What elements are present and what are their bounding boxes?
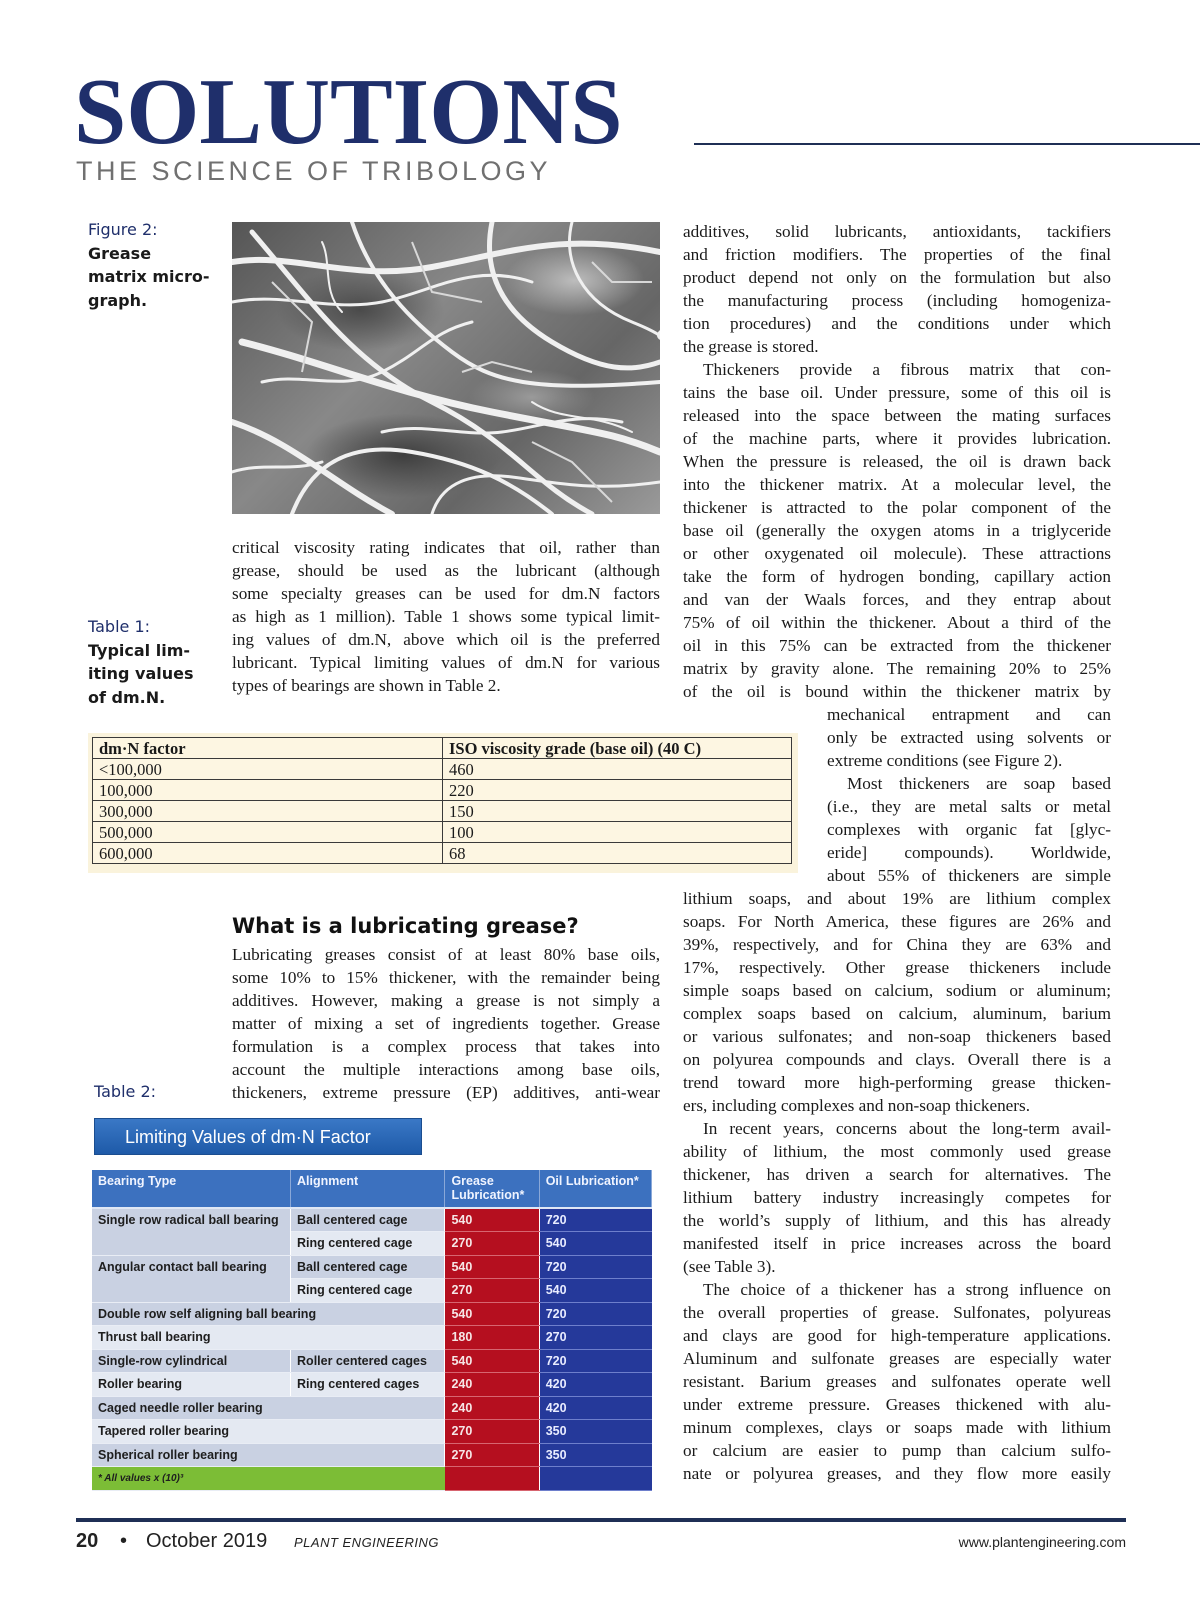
table-1-caption-line: iting values — [88, 664, 194, 683]
table-cell: 150 — [443, 801, 792, 822]
text-line: some specialty greases can be used for dm.N factors — [232, 584, 660, 603]
table-footnote-row — [92, 1467, 652, 1491]
masthead-title: SOLUTIONS — [74, 60, 623, 164]
text-line: or various sulfonates; and non-soap thickeners based — [683, 1027, 1111, 1046]
text-line: base oil (generally the oxygen atoms in a triglyceride — [683, 521, 1111, 540]
bearing-type-cell: Single-row cylindrical — [92, 1349, 291, 1373]
text-line: lithium battery industry increasingly competes for — [683, 1188, 1111, 1207]
text-line: trend toward more high-performing grease thicken- — [683, 1073, 1111, 1092]
text-line: of the oil is bound within the thickener matrix by — [683, 682, 1111, 701]
footer-rule — [76, 1518, 1126, 1522]
table-cell: 500,000 — [93, 822, 443, 843]
text-line: on polyurea compounds and clays. Overall there is a — [683, 1050, 1111, 1069]
text-line: grease, should be used as the lubricant (although — [232, 561, 660, 580]
table-row — [92, 1373, 652, 1397]
figure-2-caption-line: Grease — [88, 243, 152, 263]
table-row — [93, 822, 792, 843]
right-column-upper — [683, 220, 1111, 703]
text-line: about 55% of thickeners are simple — [827, 866, 1111, 885]
masthead-subtitle: THE SCIENCE OF TRIBOLOGY — [76, 156, 552, 186]
text-line: additives, solid lubricants, antioxidants, tackifiers — [683, 222, 1111, 241]
oil-value-cell: 540 — [539, 1232, 651, 1256]
table-row — [92, 1420, 652, 1444]
table-cell: 100,000 — [93, 780, 443, 801]
text-line: Most thickeners are soap based — [847, 774, 1111, 793]
table-1-caption-line: of dm.N. — [88, 687, 166, 707]
alignment-cell: Ring centered cage — [291, 1279, 445, 1303]
alignment-cell: Ring centered cage — [291, 1232, 445, 1256]
oil-value-cell: 720 — [539, 1255, 651, 1279]
grease-value-cell: 240 — [445, 1373, 539, 1397]
bearing-type-cell: Tapered roller bearing — [92, 1420, 445, 1444]
oil-value-cell: 350 — [539, 1443, 651, 1467]
alignment-cell: Roller centered cages — [291, 1349, 445, 1373]
table-2 — [92, 1170, 652, 1491]
table-2-caption — [94, 1080, 156, 1104]
bearing-type-cell: Spherical roller bearing — [92, 1443, 445, 1467]
text-line: The choice of a thickener has a strong influence on — [703, 1280, 1111, 1299]
text-line: and clays are good for high-temperature applications. — [683, 1326, 1111, 1345]
text-line: simple soaps based on calcium, sodium or aluminum; — [683, 981, 1111, 1000]
text-line: and van der Waals forces, and they entrap about — [683, 590, 1111, 609]
figure-2-caption-line: matrix micro- — [88, 267, 210, 286]
text-line: or other oxygenated oil molecule). These attractions — [683, 544, 1111, 563]
table-row — [92, 1326, 652, 1350]
grease-value-cell: 270 — [445, 1443, 539, 1467]
text-line: Thickeners provide a fibrous matrix that con- — [703, 360, 1111, 379]
issue-date: October 2019 — [146, 1530, 268, 1552]
table-2-label: Table 2: — [94, 1082, 157, 1101]
text-line: thickener is attracted to the polar component of the — [683, 498, 1111, 517]
left-column-paragraph-1 — [232, 536, 660, 697]
table-row — [93, 801, 792, 822]
grease-value-cell: 270 — [445, 1232, 539, 1256]
section-heading: What is a lubricating grease? — [232, 914, 579, 938]
table-1-caption-line: Typical lim- — [88, 640, 190, 660]
text-line: lithium soaps, and about 19% are lithium complex — [683, 889, 1111, 908]
text-line: critical viscosity rating indicates that oil, rather than — [232, 538, 660, 557]
table-cell: 460 — [443, 759, 792, 780]
grease-value-cell: 540 — [445, 1255, 539, 1279]
text-line: eride] compounds). Worldwide, — [827, 843, 1111, 862]
table-header-row — [92, 1170, 652, 1208]
column-header-alignment: Alignment — [291, 1170, 445, 1208]
text-line: as high as 1 million). Table 1 shows some typical limit- — [232, 607, 660, 626]
bearing-type-cell: Caged needle roller bearing — [92, 1396, 445, 1420]
oil-value-cell: 720 — [539, 1208, 651, 1232]
table-1-label: Table 1: — [88, 617, 151, 636]
table-1-caption — [88, 615, 194, 709]
table-1 — [88, 733, 798, 873]
text-line: additives. However, making a grease is not simply a — [232, 991, 660, 1010]
table-row — [93, 843, 792, 864]
text-line: (see Table 3). — [683, 1257, 776, 1276]
text-line: account the multiple interactions among base oils, — [232, 1060, 660, 1079]
oil-value-cell: 420 — [539, 1373, 651, 1397]
text-line: thickeners, extreme pressure (EP) additives, anti-wear — [232, 1083, 660, 1102]
text-line: ability of lithium, the most commonly used grease — [683, 1142, 1111, 1161]
text-line: When the pressure is released, the oil is drawn back — [683, 452, 1111, 471]
figure-2-caption — [88, 218, 210, 312]
column-header: ISO viscosity grade (base oil) (40 C) — [443, 738, 792, 759]
text-line: the grease is stored. — [683, 337, 819, 356]
grease-value-cell: 180 — [445, 1326, 539, 1350]
text-line: extreme conditions (see Figure 2). — [827, 751, 1063, 770]
text-line: the overall properties of grease. Sulfonates, polyureas — [683, 1303, 1111, 1322]
table-cell: 220 — [443, 780, 792, 801]
bearing-type-cell: Angular contact ball bearing — [92, 1255, 291, 1302]
text-line: the manufacturing process (including homogeniza- — [683, 291, 1111, 310]
figure-2-caption-line: graph. — [88, 290, 148, 310]
text-line: complexes with organic fat [glyc- — [827, 820, 1111, 839]
table-row — [92, 1349, 652, 1373]
text-line: lubricant. Typical limiting values of dm.N for various — [232, 653, 660, 672]
text-line: mechanical entrapment and can — [827, 705, 1111, 724]
text-line: only be extracted using solvents or — [827, 728, 1111, 747]
dmn-viscosity-table — [92, 737, 792, 864]
text-line: soaps. For North America, these figures are 26% and — [683, 912, 1111, 931]
publication-name: PLANT ENGINEERING — [294, 1535, 440, 1550]
column-header-oil: Oil Lubrication* — [539, 1170, 651, 1208]
alignment-cell: Ball centered cage — [291, 1208, 445, 1232]
text-line: (i.e., they are metal salts or metal — [827, 797, 1111, 816]
table-cell: 100 — [443, 822, 792, 843]
grease-empty-cell — [445, 1467, 539, 1491]
text-line: and friction modifiers. The properties of the final — [683, 245, 1111, 264]
oil-value-cell: 350 — [539, 1420, 651, 1444]
masthead-rule — [694, 143, 1200, 145]
text-line: into the thickener matrix. At a molecular level, the — [683, 475, 1111, 494]
text-line: Lubricating greases consist of at least 80% base oils, — [232, 945, 660, 964]
oil-value-cell: 540 — [539, 1279, 651, 1303]
oil-empty-cell — [539, 1467, 651, 1491]
text-line: product depend not only on the formulation but also — [683, 268, 1111, 287]
text-line: tains the base oil. Under pressure, some of this oil is — [683, 383, 1111, 402]
table-row — [92, 1302, 652, 1326]
oil-value-cell: 720 — [539, 1302, 651, 1326]
bearing-type-cell: Single row radical ball bearing — [92, 1208, 291, 1255]
grease-micrograph-image — [232, 222, 660, 514]
text-line: of the machine parts, where it provides lubrication. — [683, 429, 1111, 448]
table-footnote: * All values x (10)³ — [92, 1467, 445, 1491]
text-line: some 10% to 15% thickener, with the remainder being — [232, 968, 660, 987]
column-header: dm·N factor — [93, 738, 443, 759]
text-line: In recent years, concerns about the long-term avail- — [703, 1119, 1111, 1138]
text-line: 17%, respectively. Other grease thickeners include — [683, 958, 1111, 977]
text-line: oil in this 75% can be extracted from the thickener — [683, 636, 1111, 655]
text-line: matter of mixing a set of ingredients together. Grease — [232, 1014, 660, 1033]
grease-value-cell: 540 — [445, 1208, 539, 1232]
text-line: released into the space between the mating surfaces — [683, 406, 1111, 425]
text-line: ers, including complexes and non-soap thickeners. — [683, 1096, 1030, 1115]
table-cell: 68 — [443, 843, 792, 864]
bearing-type-cell: Roller bearing — [92, 1373, 291, 1397]
alignment-cell: Ball centered cage — [291, 1255, 445, 1279]
text-line: tion procedures) and the conditions under which — [683, 314, 1111, 333]
table-cell: <100,000 — [93, 759, 443, 780]
text-line: thickener, has driven a search for alternatives. The — [683, 1165, 1111, 1184]
right-column-narrow — [827, 703, 1111, 887]
text-line: under extreme pressure. Greases thickened with alu- — [683, 1395, 1111, 1414]
fiber-texture-icon — [232, 222, 660, 514]
grease-value-cell: 540 — [445, 1349, 539, 1373]
text-line: nate or polyurea greases, and they flow more easily — [683, 1464, 1111, 1483]
text-line: the world’s supply of lithium, and this has already — [683, 1211, 1111, 1230]
table-header-row — [93, 738, 792, 759]
column-header-bearing-type: Bearing Type — [92, 1170, 291, 1208]
text-line: minum complexes, clays or soaps made with lithium — [683, 1418, 1111, 1437]
text-line: types of bearings are shown in Table 2. — [232, 676, 501, 695]
table-row — [92, 1255, 652, 1279]
text-line: formulation is a complex process that takes into — [232, 1037, 660, 1056]
table-cell: 600,000 — [93, 843, 443, 864]
right-column-lower — [683, 887, 1111, 1485]
table-row — [92, 1208, 652, 1232]
text-line: 75% of oil within the thickener. About a third of the — [683, 613, 1111, 632]
bearing-type-cell: Thrust ball bearing — [92, 1326, 445, 1350]
website-link[interactable]: www.plantengineering.com — [958, 1534, 1126, 1550]
bearing-type-cell: Double row self aligning ball bearing — [92, 1302, 445, 1326]
table-row — [92, 1396, 652, 1420]
page-number: 20 — [76, 1530, 99, 1552]
alignment-cell: Ring centered cages — [291, 1373, 445, 1397]
text-line: 39%, respectively, and for China they are 63% and — [683, 935, 1111, 954]
text-line: take the form of hydrogen bonding, capillary action — [683, 567, 1111, 586]
grease-value-cell: 540 — [445, 1302, 539, 1326]
bullet-separator: • — [120, 1530, 128, 1552]
grease-value-cell: 270 — [445, 1279, 539, 1303]
text-line: resistant. Barium greases and sulfonates operate well — [683, 1372, 1111, 1391]
grease-value-cell: 240 — [445, 1396, 539, 1420]
oil-value-cell: 270 — [539, 1326, 651, 1350]
text-line: manifested itself in price increases across the board — [683, 1234, 1111, 1253]
text-line: Aluminum and sulfonate greases are especially water — [683, 1349, 1111, 1368]
grease-value-cell: 270 — [445, 1420, 539, 1444]
column-header-grease: Grease Lubrication* — [445, 1170, 539, 1208]
table-cell: 300,000 — [93, 801, 443, 822]
oil-value-cell: 720 — [539, 1349, 651, 1373]
figure-2-label: Figure 2: — [88, 220, 158, 239]
table-row — [93, 759, 792, 780]
text-line: ing values of dm.N, above which oil is the preferred — [232, 630, 660, 649]
left-column-paragraph-2 — [232, 943, 660, 1104]
oil-value-cell: 420 — [539, 1396, 651, 1420]
table-2-title: Limiting Values of dm·N Factor — [94, 1118, 422, 1155]
text-line: complex soaps based on calcium, aluminum, barium — [683, 1004, 1111, 1023]
table-row — [93, 780, 792, 801]
text-line: or calcium are easier to pump than calcium sulfo- — [683, 1441, 1111, 1460]
page-footer — [76, 1530, 1126, 1560]
text-line: matrix by gravity alone. The remaining 20% to 25% — [683, 659, 1111, 678]
table-row — [92, 1443, 652, 1467]
